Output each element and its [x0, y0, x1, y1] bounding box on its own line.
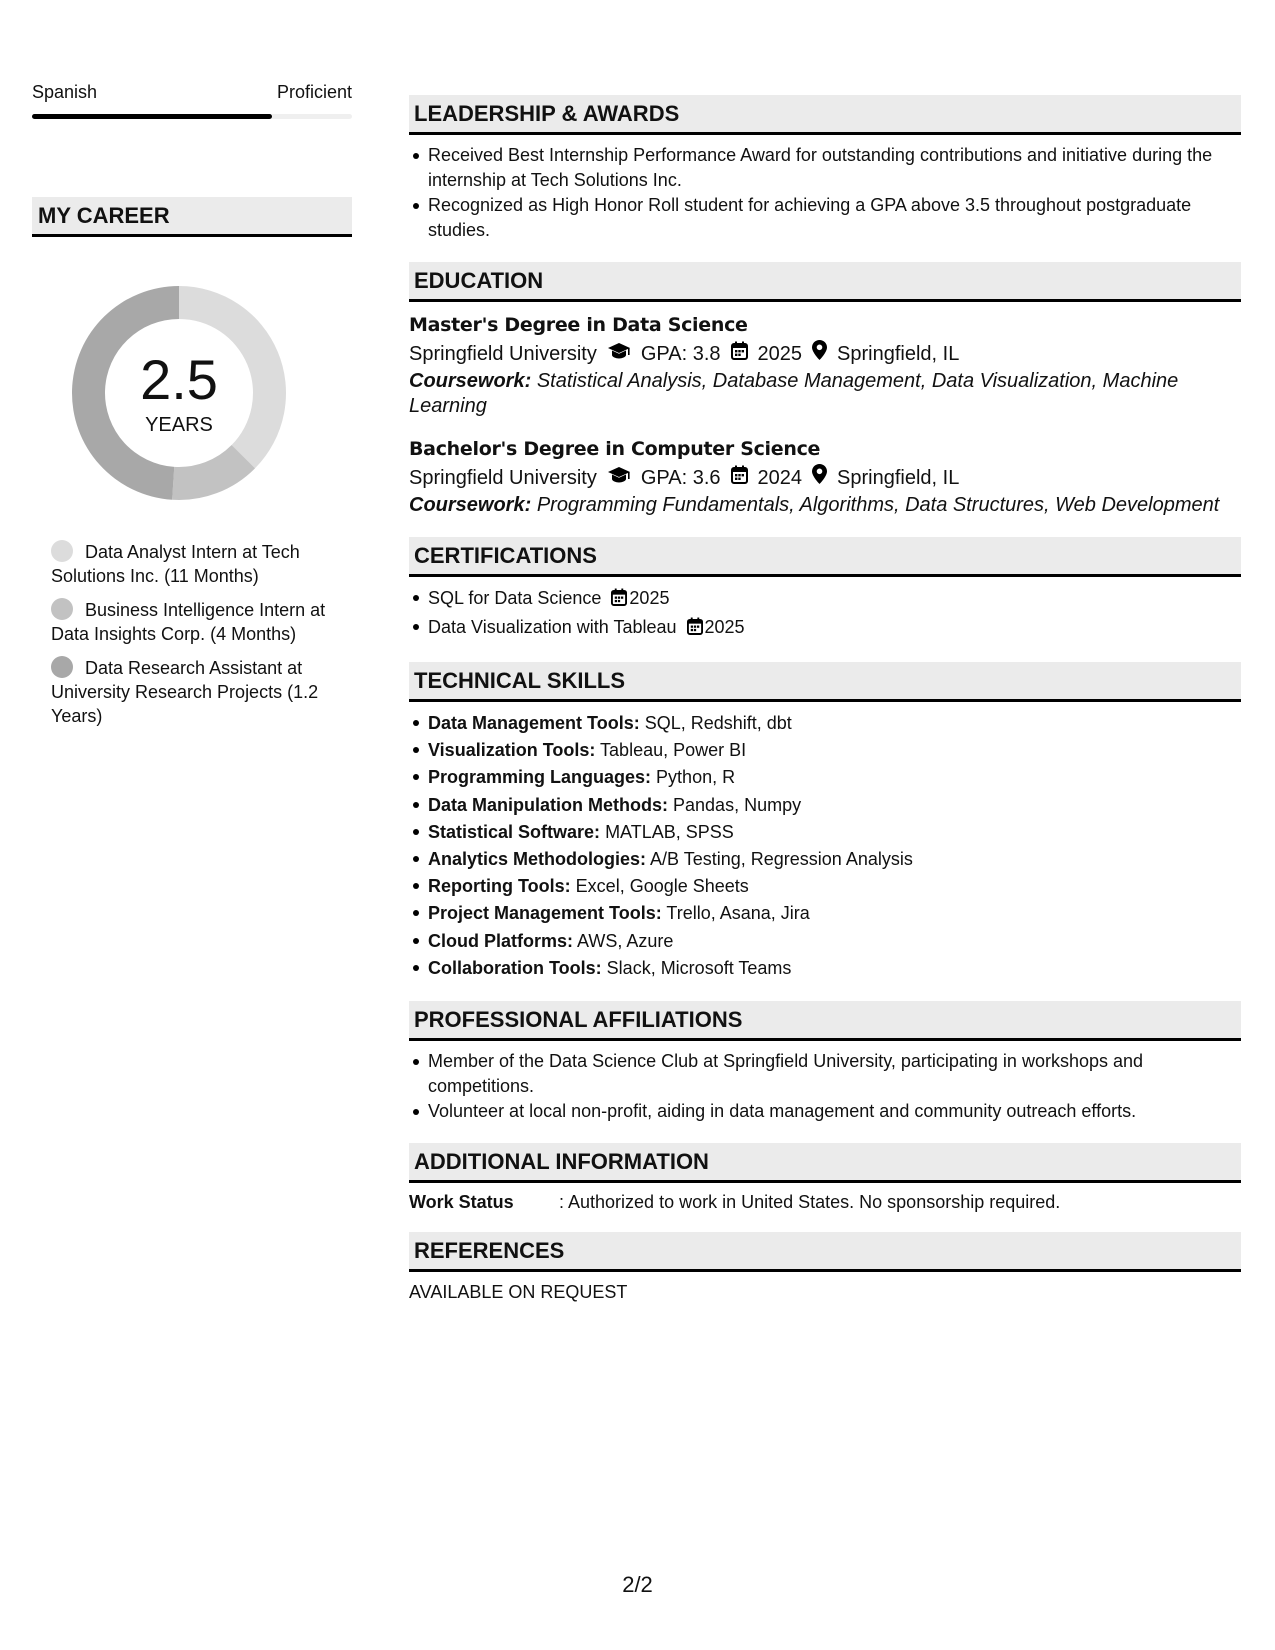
- list-item: [409, 614, 1241, 643]
- skill-value: AWS, Azure: [577, 930, 674, 951]
- skill-label: Project Management Tools:: [428, 903, 662, 924]
- degree-location: Springfield, IL: [837, 343, 960, 365]
- coursework-text: Statistical Analysis, Database Management, Data Visualization, Machine Learning: [409, 370, 1179, 417]
- additional-info-heading: ADDITIONAL INFORMATION: [409, 1143, 1241, 1183]
- list-item: [409, 585, 1241, 614]
- list-item: [409, 764, 1241, 791]
- skill-label: Collaboration Tools:: [428, 957, 602, 978]
- career-total-unit: YEARS: [145, 414, 213, 436]
- career-legend-item: [51, 598, 331, 646]
- work-status-label: Work Status: [409, 1192, 514, 1213]
- certification-name: Data Visualization with Tableau: [428, 617, 677, 637]
- list-item: [409, 873, 1241, 900]
- certification-year: 2025: [629, 588, 670, 608]
- graduation-cap-icon: [607, 463, 631, 493]
- skill-label: Data Management Tools:: [428, 713, 640, 733]
- legend-dot-icon: [51, 598, 73, 620]
- location-pin-icon: [812, 339, 827, 369]
- affiliations-heading: PROFESSIONAL AFFILIATIONS: [409, 1001, 1241, 1041]
- affiliations-list: [409, 1049, 1241, 1124]
- degree-year: 2025: [757, 343, 803, 365]
- list-item: [409, 900, 1241, 927]
- calendar-icon: [611, 587, 627, 614]
- career-total-value: 2.5: [140, 348, 218, 411]
- right-column: [409, 95, 1241, 1303]
- degree-year: 2024: [757, 467, 803, 489]
- education-entry: [409, 435, 1241, 518]
- degree-title: Bachelor's Degree in Computer Science: [409, 438, 821, 460]
- degree-coursework: [409, 493, 1241, 518]
- school-name: Springfield University: [409, 467, 597, 489]
- skill-value: SQL, Redshift, dbt: [644, 713, 792, 733]
- references-heading: REFERENCES: [409, 1232, 1241, 1272]
- education-heading: EDUCATION: [409, 262, 1241, 302]
- skill-label: Statistical Software:: [428, 821, 601, 842]
- skill-value: Excel, Google Sheets: [575, 876, 749, 897]
- degree-coursework: [409, 369, 1241, 419]
- list-item: [409, 955, 1241, 982]
- graduation-cap-icon: [607, 339, 631, 369]
- location-pin-icon: [812, 463, 827, 493]
- list-item: [409, 819, 1241, 846]
- degree-gpa: GPA: 3.8: [640, 343, 721, 365]
- list-item: [409, 846, 1241, 873]
- skill-label: Reporting Tools:: [428, 876, 571, 897]
- coursework-text: Programming Fundamentals, Algorithms, Data Structures, Web Development: [536, 494, 1220, 516]
- degree-title: Master's Degree in Data Science: [409, 314, 748, 336]
- list-item: [409, 710, 1241, 737]
- degree-gpa: GPA: 3.6: [640, 467, 721, 489]
- career-legend-item: [51, 540, 331, 588]
- skills-list: [409, 710, 1241, 982]
- list-item: [409, 928, 1241, 955]
- language-level: Proficient: [276, 82, 352, 102]
- page-number: 2/2: [622, 1572, 653, 1597]
- skill-label: Cloud Platforms:: [428, 930, 574, 951]
- career-legend-item: [51, 656, 331, 728]
- legend-dot-icon: [51, 540, 73, 562]
- calendar-icon: [731, 339, 748, 369]
- skill-label: Data Manipulation Methods:: [428, 794, 668, 815]
- list-item: [409, 792, 1241, 819]
- skill-value: Pandas, Numpy: [673, 794, 802, 815]
- language-row: [32, 82, 352, 106]
- degree-meta: [409, 463, 1241, 493]
- calendar-icon: [731, 463, 748, 493]
- skill-value: A/B Testing, Regression Analysis: [650, 849, 913, 870]
- list-item: [409, 737, 1241, 764]
- degree-location: Springfield, IL: [837, 467, 960, 489]
- skill-value: MATLAB, SPSS: [605, 821, 734, 842]
- career-legend: [51, 540, 331, 738]
- language-name: Spanish: [32, 82, 98, 102]
- career-heading: MY CAREER: [32, 197, 352, 237]
- skill-value: Tableau, Power BI: [600, 740, 747, 761]
- skill-value: Python, R: [656, 767, 736, 788]
- coursework-label: Coursework:: [409, 494, 532, 516]
- list-item: Volunteer at local non-profit, aiding in data management and community outreach efforts.: [409, 1099, 1241, 1124]
- legend-dot-icon: [51, 656, 73, 678]
- degree-meta: [409, 339, 1241, 369]
- skill-label: Analytics Methodologies:: [428, 849, 647, 870]
- skill-label: Visualization Tools:: [428, 740, 596, 761]
- certification-year: 2025: [704, 617, 745, 637]
- skills-heading: TECHNICAL SKILLS: [409, 662, 1241, 702]
- calendar-icon: [687, 616, 703, 643]
- certifications-heading: CERTIFICATIONS: [409, 537, 1241, 577]
- leadership-heading: LEADERSHIP & AWARDS: [409, 95, 1241, 135]
- career-legend-label: Data Analyst Intern at Tech Solutions Inc. (11 Months): [51, 542, 300, 586]
- skill-value: Trello, Asana, Jira: [666, 903, 810, 924]
- certifications-list: [409, 585, 1241, 643]
- skill-label: Programming Languages:: [428, 767, 652, 788]
- language-proficiency-fill: [32, 114, 272, 119]
- school-name: Springfield University: [409, 343, 597, 365]
- certification-name: SQL for Data Science: [428, 588, 602, 608]
- language-proficiency-bar: [32, 114, 352, 119]
- career-legend-label: Data Research Assistant at University Research Projects (1.2 Years): [51, 658, 319, 726]
- list-item: Received Best Internship Performance Award for outstanding contributions and initiative during the internship at Tech Solutions Inc.: [409, 143, 1241, 193]
- coursework-label: Coursework:: [409, 370, 532, 392]
- list-item: Member of the Data Science Club at Springfield University, participating in workshops and competitions.: [409, 1049, 1241, 1099]
- list-item: Recognized as High Honor Roll student for achieving a GPA above 3.5 throughout postgraduate studies.: [409, 193, 1241, 243]
- education-entry: [409, 311, 1241, 419]
- work-status-row: [409, 1192, 1241, 1213]
- work-status-value: : Authorized to work in United States. No sponsorship required.: [559, 1192, 1061, 1213]
- references-text: AVAILABLE ON REQUEST: [409, 1282, 628, 1303]
- leadership-list: [409, 143, 1241, 243]
- skill-value: Slack, Microsoft Teams: [606, 957, 792, 978]
- career-legend-label: Business Intelligence Intern at Data Insights Corp. (4 Months): [51, 600, 326, 644]
